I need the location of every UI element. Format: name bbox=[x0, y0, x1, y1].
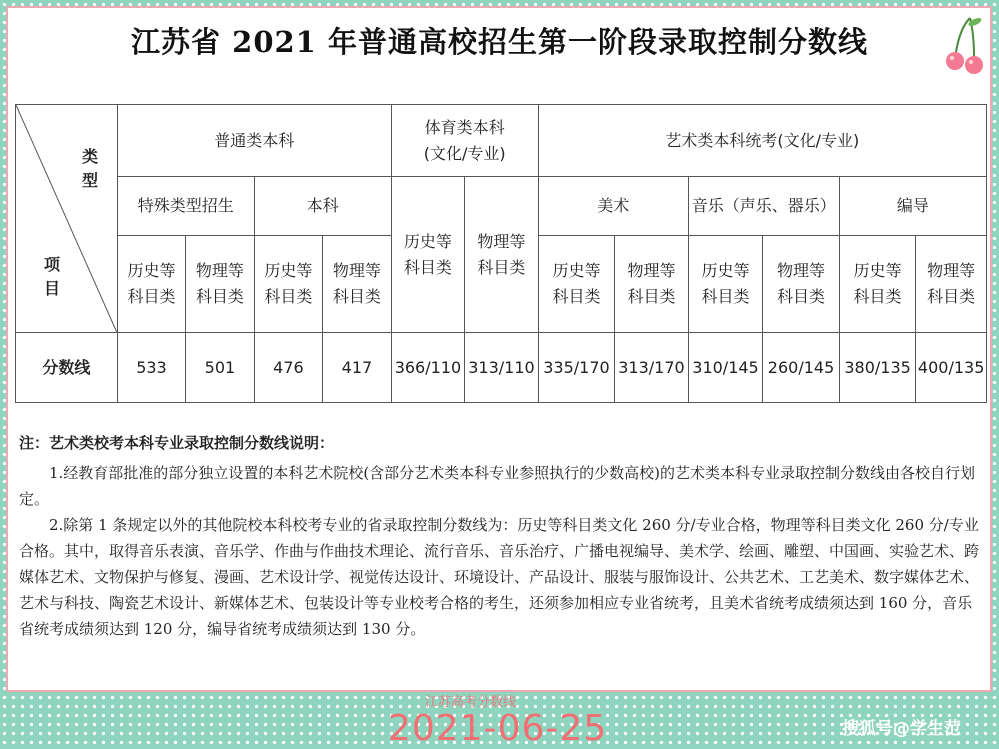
score-cell: 335/170 bbox=[538, 333, 615, 403]
subject-cell bbox=[916, 236, 987, 333]
subject-label: 历史等科目类 bbox=[127, 261, 176, 306]
subgroup-special: 特殊类型招生 bbox=[117, 177, 254, 236]
subject-label: 物理等科目类 bbox=[927, 261, 976, 306]
subject-cell bbox=[254, 236, 322, 333]
subject-cell bbox=[538, 236, 615, 333]
watermark-date: 2021-06-25 bbox=[388, 708, 608, 749]
score-row bbox=[16, 333, 987, 403]
subject-cell bbox=[117, 236, 185, 333]
subject-label: 物理等科目类 bbox=[777, 261, 826, 306]
subject-label: 历史等科目类 bbox=[853, 261, 902, 306]
score-cell: 313/110 bbox=[465, 333, 539, 403]
group-arts: 艺术类本科统考(文化/专业) bbox=[538, 105, 986, 177]
score-cell: 310/145 bbox=[688, 333, 763, 403]
corner-type-label: 类型 bbox=[81, 147, 98, 190]
watermark-caption: 江苏高考分数线 bbox=[425, 695, 517, 710]
score-cell: 501 bbox=[186, 333, 254, 403]
score-cell: 366/110 bbox=[391, 333, 465, 403]
subject-label: 历史等科目类 bbox=[264, 261, 313, 306]
subgroup-fine-arts: 美术 bbox=[538, 177, 688, 236]
subject-label: 历史等科目类 bbox=[403, 231, 452, 277]
score-label: 分数线 bbox=[16, 333, 118, 403]
subject-cell bbox=[688, 236, 763, 333]
subject-label: 历史等科目类 bbox=[552, 261, 601, 306]
subject-cell bbox=[839, 236, 916, 333]
subject-sports-physics bbox=[465, 177, 539, 333]
corner-header bbox=[16, 105, 118, 333]
score-cell: 380/135 bbox=[839, 333, 916, 403]
score-table bbox=[15, 104, 987, 403]
note-paragraph-2: 2.除第 1 条规定以外的其他院校本科校考专业的省录取控制分数线为：历史等科目类文化 260 分/专业合格，物理等科目类文化 260 分/专业合格。其中，取得音乐表演、音乐学、作曲与作曲技术理论、流行音乐、音乐治疗、广播电视编导、美术学、绘画、雕塑、中国画、实验艺术、跨媒体艺术、文物保护与修复、漫画、艺术设计学、视觉传达设计、环境设计、产品设计、服装与服饰设计、公共艺术、工艺美术、数字媒体艺术、艺术与科技、陶瓷艺术设计、新媒体艺术、包装设计等专业校考合格的考生，还须参加相应专业省统考，且美术省统考成绩须达到 160 分，音乐省统考成绩须达到 120 分，编导省统考成绩须达到 130 分。 bbox=[19, 516, 980, 638]
notes-section bbox=[19, 430, 979, 642]
subject-label: 物理等科目类 bbox=[332, 261, 381, 306]
score-cell: 313/170 bbox=[615, 333, 689, 403]
subgroup-music: 音乐（声乐、器乐） bbox=[688, 177, 839, 236]
corner-item-label: 项目 bbox=[43, 255, 60, 298]
score-cell: 417 bbox=[323, 333, 392, 403]
subject-label: 物理等科目类 bbox=[477, 231, 526, 277]
source-watermark: 搜狐号@学生范 bbox=[842, 719, 961, 739]
score-cell: 533 bbox=[117, 333, 185, 403]
score-cell: 476 bbox=[254, 333, 322, 403]
group-general: 普通类本科 bbox=[117, 105, 391, 177]
note-paragraph-1: 1.经教育部批准的部分独立设置的本科艺术院校(含部分艺术类本科专业参照执行的少数高校)的艺术类本科专业录取控制分数线由各校自行划定。 bbox=[19, 464, 976, 508]
subject-cell bbox=[323, 236, 392, 333]
score-cell: 400/135 bbox=[916, 333, 987, 403]
subject-label: 物理等科目类 bbox=[195, 261, 244, 306]
subgroup-directing: 编导 bbox=[839, 177, 986, 236]
diagonal-line bbox=[16, 105, 117, 332]
subgroup-undergrad: 本科 bbox=[254, 177, 391, 236]
subject-cell bbox=[615, 236, 689, 333]
subject-cell bbox=[763, 236, 840, 333]
subject-cell bbox=[186, 236, 254, 333]
subject-label: 历史等科目类 bbox=[701, 261, 750, 306]
page-title: 江苏省 2021 年普通高校招生第一阶段录取控制分数线 bbox=[131, 25, 868, 59]
subject-label: 物理等科目类 bbox=[627, 261, 676, 306]
group-sports bbox=[391, 105, 538, 177]
subject-sports-history bbox=[391, 177, 465, 333]
group-sports-label: 体育类本科(文化/专业) bbox=[423, 117, 506, 163]
score-cell: 260/145 bbox=[763, 333, 840, 403]
notes-title: 注：艺术类校考本科专业录取控制分数线说明： bbox=[19, 434, 335, 452]
